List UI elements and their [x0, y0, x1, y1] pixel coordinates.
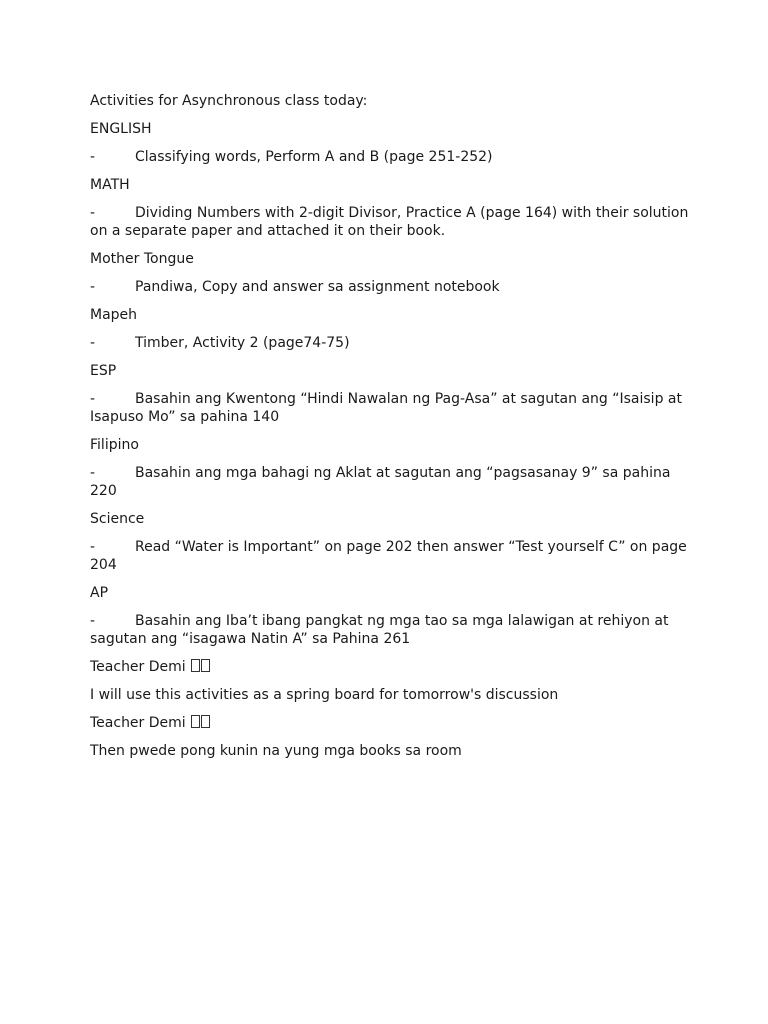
task-text: Dividing Numbers with 2-digit Divisor, Practice A (page 164) with their solution on a separate paper and attached it on their book.	[90, 205, 689, 239]
task-text: Pandiwa, Copy and answer sa assignment notebook	[135, 279, 500, 295]
subject-task	[90, 390, 690, 426]
task-text: Read “Water is Important” on page 202 then answer “Test yourself C” on page 204	[90, 539, 687, 573]
document-heading: Activities for Asynchronous class today:	[90, 93, 368, 109]
author-name: Teacher Demi	[90, 715, 186, 731]
note-message: Then pwede pong kunin na yung mga books sa room	[90, 743, 462, 759]
author-name: Teacher Demi	[90, 659, 186, 675]
bullet-dash: -	[90, 539, 96, 555]
subject-block-mother-tongue	[90, 250, 690, 296]
bullet-dash: -	[90, 613, 96, 629]
subject-task	[90, 148, 690, 166]
subject-block-english	[90, 120, 690, 166]
subject-block-ap	[90, 584, 690, 648]
subject-task	[90, 538, 690, 574]
missing-glyph-icon	[191, 715, 200, 728]
note-author	[90, 658, 690, 676]
teacher-note	[90, 658, 690, 704]
subject-name: Filipino	[90, 437, 139, 453]
missing-glyph-icon	[201, 659, 210, 672]
subject-name: Science	[90, 511, 145, 527]
subject-name: AP	[90, 585, 109, 601]
subject-task	[90, 334, 690, 352]
subject-block-math	[90, 176, 690, 240]
subject-task	[90, 204, 690, 240]
task-text: Timber, Activity 2 (page74-75)	[135, 335, 350, 351]
note-author	[90, 714, 690, 732]
subject-task	[90, 278, 690, 296]
subject-name: MATH	[90, 177, 130, 193]
document-page	[90, 92, 690, 770]
subject-task	[90, 464, 690, 500]
subject-block-mapeh	[90, 306, 690, 352]
task-text: Basahin ang Iba’t ibang pangkat ng mga tao sa mga lalawigan at rehiyon at sagutan ang “isagawa Natin A” sa Pahina 261	[90, 613, 669, 647]
task-text: Classifying words, Perform A and B (page 251-252)	[135, 149, 493, 165]
bullet-dash: -	[90, 279, 96, 295]
bullet-dash: -	[90, 465, 96, 481]
missing-glyph-icon	[191, 659, 200, 672]
bullet-dash: -	[90, 335, 96, 351]
missing-glyph-icon	[201, 715, 210, 728]
task-text: Basahin ang Kwentong “Hindi Nawalan ng Pag-Asa” at sagutan ang “Isaisip at Isapuso Mo” sa pahina 140	[90, 391, 682, 425]
subject-block-filipino	[90, 436, 690, 500]
subject-task	[90, 612, 690, 648]
subject-name: Mother Tongue	[90, 251, 194, 267]
subject-block-esp	[90, 362, 690, 426]
subject-block-science	[90, 510, 690, 574]
subject-name: ESP	[90, 363, 117, 379]
subject-name: Mapeh	[90, 307, 138, 323]
bullet-dash: -	[90, 391, 96, 407]
note-message: I will use this activities as a spring board for tomorrow's discussion	[90, 687, 559, 703]
subject-name: ENGLISH	[90, 121, 152, 137]
bullet-dash: -	[90, 149, 96, 165]
task-text: Basahin ang mga bahagi ng Aklat at sagutan ang “pagsasanay 9” sa pahina 220	[90, 465, 671, 499]
bullet-dash: -	[90, 205, 96, 221]
teacher-note	[90, 714, 690, 760]
